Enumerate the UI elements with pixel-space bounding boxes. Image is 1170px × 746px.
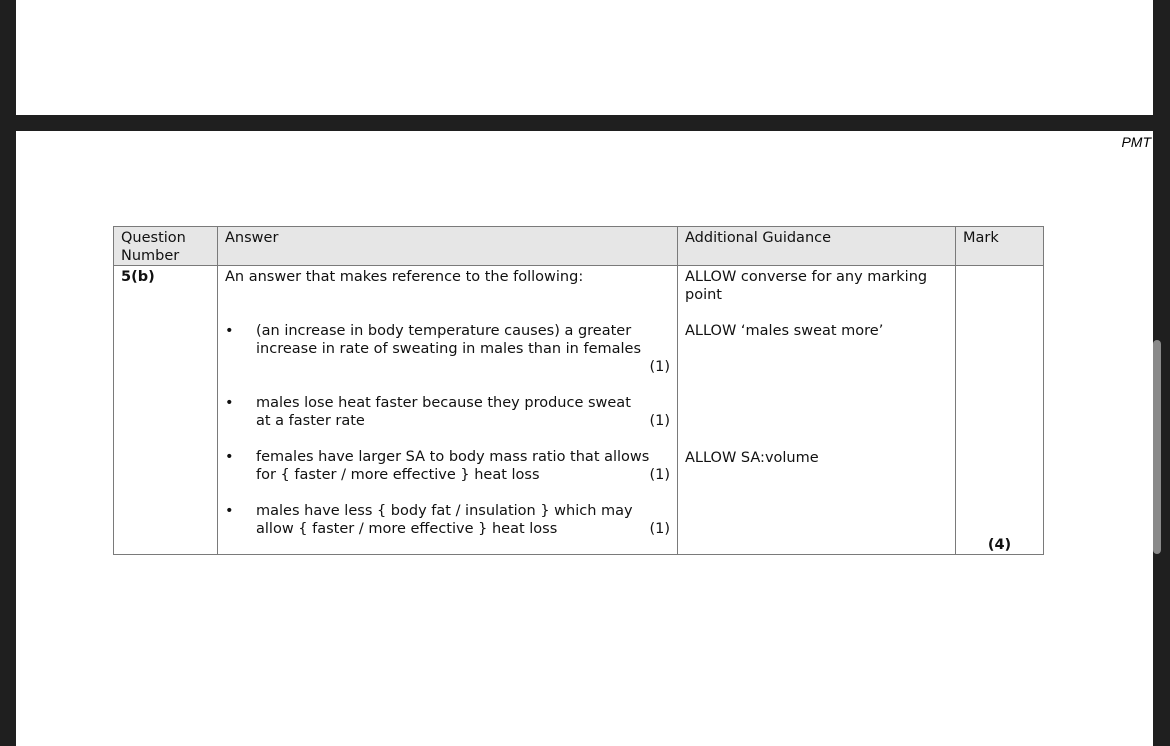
answer-point-mark: (1): [649, 413, 670, 429]
vertical-scrollbar[interactable]: [1153, 340, 1161, 554]
bullet-icon: •: [225, 503, 234, 519]
guidance-text: ALLOW ‘males sweat more’: [685, 323, 884, 339]
question-number: 5(b): [114, 266, 218, 555]
answer-point-mark: (1): [649, 521, 670, 537]
answer-point: [225, 394, 670, 430]
answer-point-text: females have larger SA to body mass ratio that allows for { faster / more effective } heat loss: [256, 449, 650, 483]
answer-point-text: (an increase in body temperature causes) a greater increase in rate of sweating in males than in females: [256, 323, 642, 357]
header-question-number: Question Number: [114, 227, 218, 266]
answer-point-text: males lose heat faster because they produce sweat at a faster rate: [256, 395, 631, 429]
pmt-watermark: PMT: [1121, 134, 1151, 150]
guidance-text: ALLOW converse for any marking point: [685, 269, 928, 303]
mark-cell: [956, 266, 1044, 555]
bullet-icon: •: [225, 449, 234, 465]
bullet-icon: •: [225, 395, 234, 411]
answer-point-mark: (1): [649, 467, 670, 483]
mark-scheme-table: [113, 226, 1044, 555]
answer-cell: [218, 266, 678, 555]
answer-point-mark: (1): [649, 359, 670, 375]
header-additional-guidance: Additional Guidance: [678, 227, 956, 266]
guidance-text: ALLOW SA:volume: [685, 450, 819, 466]
answer-point-text: males have less { body fat / insulation } which may allow { faster / more effective } heat loss: [256, 503, 633, 537]
bullet-icon: •: [225, 323, 234, 339]
header-mark: Mark: [956, 227, 1044, 266]
total-mark: (4): [987, 537, 1012, 553]
answer-intro: An answer that makes reference to the following:: [225, 269, 584, 285]
guidance-cell: [678, 266, 956, 555]
previous-page: [16, 0, 1153, 115]
table-row: [114, 266, 1044, 555]
header-answer: Answer: [218, 227, 678, 266]
document-page: [16, 131, 1153, 746]
answer-point: [225, 322, 670, 376]
answer-point: [225, 502, 670, 538]
answer-point: [225, 448, 670, 484]
header-row: [114, 227, 1044, 266]
